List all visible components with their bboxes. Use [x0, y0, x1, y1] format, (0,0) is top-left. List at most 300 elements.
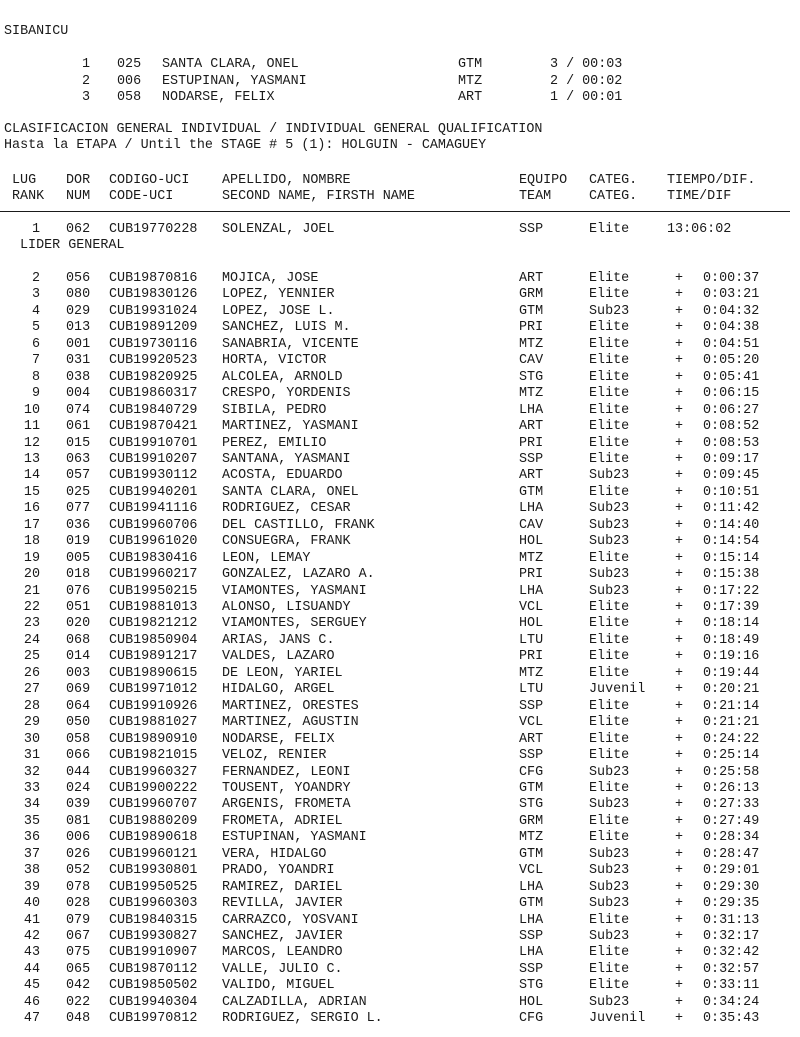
cell-plus: +	[675, 665, 684, 681]
cell-cat: Elite	[589, 320, 630, 336]
cell-cat: Sub23	[589, 468, 630, 484]
sprint-pos: 2	[81, 73, 90, 89]
cell-cat: Elite	[589, 369, 630, 385]
cell-team: STG	[519, 797, 544, 813]
cell-time: 0:18:49	[703, 632, 760, 648]
cell-plus: +	[675, 780, 684, 796]
cell-cat: Elite	[589, 616, 630, 632]
cell-cat: Elite	[589, 715, 630, 731]
leader-label: LIDER GENERAL	[20, 238, 125, 253]
cell-time: 0:15:38	[703, 567, 760, 583]
cell-code: CUB19730116	[109, 336, 198, 352]
cell-team: GTM	[519, 846, 544, 862]
cell-rank: 17	[23, 517, 40, 533]
sprint-points: 3 / 00:03	[550, 57, 623, 72]
cell-team: LHA	[519, 912, 544, 928]
cell-time: 0:27:33	[703, 797, 760, 813]
cell-cat: Juvenil	[589, 1011, 646, 1027]
cell-name: SANTA CLARA, ONEL	[222, 484, 359, 500]
cell-rank: 36	[23, 830, 40, 846]
cell-cat: Elite	[589, 912, 630, 928]
cell-cat: Sub23	[589, 501, 630, 517]
cell-time: 0:21:14	[703, 698, 760, 714]
cell-team: LTU	[519, 632, 544, 648]
cell-code: CUB19941116	[109, 501, 198, 517]
cell-time: 0:24:22	[703, 731, 760, 747]
cell-code: CUB19821015	[109, 748, 198, 764]
cell-rank: 26	[23, 665, 40, 681]
cell-name: ALONSO, LISUANDY	[222, 600, 351, 615]
cell-rank: 23	[23, 616, 40, 632]
cell-code: CUB19900222	[109, 780, 198, 796]
sprint-team: ART	[458, 90, 483, 105]
cell-rank: 33	[23, 780, 40, 796]
cell-cat: Elite	[589, 748, 630, 764]
cell-cat: Elite	[589, 830, 630, 846]
cell-plus: +	[675, 748, 684, 764]
header-time-dif: TIME/DIF	[667, 189, 732, 204]
cell-cat: Elite	[589, 945, 630, 961]
cell-team: LHA	[519, 879, 544, 895]
cell-team: MTZ	[519, 336, 544, 352]
cell-name: CRESPO, YORDENIS	[222, 386, 351, 402]
cell-cat: Sub23	[589, 517, 630, 533]
cell-rank: 4	[31, 303, 40, 319]
cell-name: PEREZ, EMILIO	[222, 435, 327, 451]
cell-plus: +	[675, 320, 684, 336]
cell-rank: 30	[23, 731, 40, 747]
cell-time: 0:06:15	[703, 386, 760, 402]
cell-code: CUB19891217	[109, 649, 198, 665]
sprint-points: 2 / 00:02	[550, 73, 623, 89]
header-dor: DOR	[66, 173, 91, 188]
cell-num: 064	[66, 698, 91, 714]
cell-plus: +	[675, 978, 684, 994]
cell-cat: Elite	[589, 402, 630, 418]
cell-plus: +	[675, 846, 684, 862]
header-row-1	[0, 173, 756, 190]
cell-time: 0:17:39	[703, 600, 760, 615]
cell-code: CUB19860317	[109, 386, 198, 402]
cell-team: VCL	[519, 600, 544, 615]
cell-team: GTM	[519, 303, 544, 319]
header-time: TIEMPO/DIF.	[667, 173, 756, 188]
cell-team: ART	[519, 271, 544, 286]
cell-name: FERNANDEZ, LEONI	[222, 764, 351, 780]
cell-team: CAV	[519, 517, 544, 533]
cell-num: 006	[66, 830, 91, 846]
cell-cat: Sub23	[589, 303, 630, 319]
cell-name: HIDALGO, ARGEL	[222, 682, 335, 698]
cell-plus: +	[675, 353, 684, 369]
cell-num: 042	[66, 978, 91, 994]
cell-code: CUB19821212	[109, 616, 198, 632]
cell-name: PRADO, YOANDRI	[222, 863, 335, 879]
cell-plus: +	[675, 682, 684, 698]
cell-plus: +	[675, 468, 684, 484]
cell-name: MARCOS, LEANDRO	[222, 945, 343, 961]
cell-plus: +	[675, 501, 684, 517]
cell-time: 0:14:54	[703, 534, 760, 550]
cell-time: 0:05:41	[703, 369, 760, 385]
header-name: APELLIDO, NOMBRE	[222, 173, 351, 188]
leader-team: SSP	[519, 222, 544, 237]
cell-name: LEON, LEMAY	[222, 550, 311, 566]
cell-cat: Elite	[589, 600, 630, 615]
cell-code: CUB19870421	[109, 419, 198, 435]
cell-rank: 38	[23, 863, 40, 879]
cell-rank: 22	[23, 600, 40, 615]
cell-name: ALCOLEA, ARNOLD	[222, 369, 343, 385]
cell-time: 0:33:11	[703, 978, 760, 994]
cell-time: 0:25:58	[703, 764, 760, 780]
cell-cat: Elite	[589, 649, 630, 665]
cell-name: VALLE, JULIO C.	[222, 961, 343, 977]
cell-plus: +	[675, 813, 684, 829]
cell-time: 0:19:44	[703, 665, 760, 681]
cell-name: MOJICA, JOSE	[222, 271, 319, 286]
cell-rank: 29	[23, 715, 40, 731]
cell-time: 0:04:38	[703, 320, 760, 336]
cell-team: STG	[519, 978, 544, 994]
cell-num: 028	[66, 896, 91, 912]
cell-rank: 47	[23, 1011, 40, 1027]
cell-num: 038	[66, 369, 91, 385]
cell-rank: 12	[23, 435, 40, 451]
cell-cat: Elite	[589, 353, 630, 369]
cell-rank: 18	[23, 534, 40, 550]
cell-num: 068	[66, 632, 91, 648]
leader-num: 062	[66, 222, 91, 237]
cell-cat: Elite	[589, 698, 630, 714]
cell-cat: Elite	[589, 484, 630, 500]
cell-time: 0:15:14	[703, 550, 760, 566]
cell-name: SANCHEZ, JAVIER	[222, 929, 343, 944]
cell-cat: Elite	[589, 435, 630, 451]
cell-plus: +	[675, 994, 684, 1010]
cell-cat: Sub23	[589, 567, 630, 583]
cell-rank: 16	[23, 501, 40, 517]
cell-name: CONSUEGRA, FRANK	[222, 534, 351, 550]
cell-rank: 25	[23, 649, 40, 665]
header-categ-en: CATEG.	[589, 189, 638, 204]
cell-team: PRI	[519, 435, 544, 451]
cell-plus: +	[675, 879, 684, 895]
cell-name: GONZALEZ, LAZARO A.	[222, 567, 375, 583]
cell-name: RODRIGUEZ, SERGIO L.	[222, 1011, 383, 1027]
cell-num: 051	[66, 600, 91, 615]
cell-plus: +	[675, 632, 684, 648]
cell-cat: Elite	[589, 386, 630, 402]
cell-code: CUB19890618	[109, 830, 198, 846]
sprint-team: GTM	[458, 57, 483, 72]
cell-rank: 7	[31, 353, 40, 369]
cell-num: 039	[66, 797, 91, 813]
cell-code: CUB19870112	[109, 961, 198, 977]
cell-team: LTU	[519, 682, 544, 698]
cell-code: CUB19940304	[109, 994, 198, 1010]
cell-cat: Elite	[589, 961, 630, 977]
header-code-uci: CODE-UCI	[109, 189, 174, 204]
cell-plus: +	[675, 534, 684, 550]
cell-num: 024	[66, 780, 91, 796]
header-divider	[0, 211, 790, 212]
cell-cat: Sub23	[589, 846, 630, 862]
cell-num: 078	[66, 879, 91, 895]
sprint-name: SANTA CLARA, ONEL	[162, 57, 299, 72]
cell-team: GTM	[519, 484, 544, 500]
header-second-name: SECOND NAME, FIRSTH NAME	[222, 189, 415, 204]
cell-team: CFG	[519, 1011, 544, 1027]
cell-team: SSP	[519, 451, 544, 467]
cell-code: CUB19891209	[109, 320, 198, 336]
cell-name: ARGENIS, FROMETA	[222, 797, 351, 813]
cell-plus: +	[675, 698, 684, 714]
cell-team: MTZ	[519, 665, 544, 681]
stage-title: SIBANICU	[4, 24, 69, 39]
cell-name: LOPEZ, JOSE L.	[222, 303, 335, 319]
cell-plus: +	[675, 731, 684, 747]
cell-code: CUB19930801	[109, 863, 198, 879]
cell-name: VALIDO, MIGUEL	[222, 978, 335, 994]
cell-time: 0:18:14	[703, 616, 760, 632]
cell-plus: +	[675, 303, 684, 319]
cell-time: 0:08:52	[703, 419, 760, 435]
cell-team: PRI	[519, 320, 544, 336]
cell-team: SSP	[519, 929, 544, 944]
cell-name: VIAMONTES, YASMANI	[222, 583, 367, 599]
cell-time: 0:10:51	[703, 484, 760, 500]
header-row-2	[0, 189, 732, 206]
cell-time: 0:21:21	[703, 715, 760, 731]
cell-code: CUB19820925	[109, 369, 198, 385]
cell-team: HOL	[519, 994, 544, 1010]
cell-plus: +	[675, 896, 684, 912]
cell-cat: Sub23	[589, 929, 630, 944]
cell-plus: +	[675, 1011, 684, 1027]
cell-code: CUB19850502	[109, 978, 198, 994]
cell-time: 0:04:51	[703, 336, 760, 352]
cell-team: VCL	[519, 715, 544, 731]
cell-team: LHA	[519, 501, 544, 517]
cell-num: 003	[66, 665, 91, 681]
cell-rank: 2	[31, 271, 40, 286]
cell-code: CUB19840315	[109, 912, 198, 928]
cell-name: LOPEZ, YENNIER	[222, 287, 335, 303]
cell-name: ARIAS, JANS C.	[222, 632, 335, 648]
cell-time: 0:20:21	[703, 682, 760, 698]
cell-cat: Elite	[589, 780, 630, 796]
cell-cat: Sub23	[589, 896, 630, 912]
cell-code: CUB19940201	[109, 484, 198, 500]
cell-plus: +	[675, 797, 684, 813]
header-cat: CATEG.	[589, 173, 638, 188]
cell-time: 0:35:43	[703, 1011, 760, 1027]
cell-cat: Elite	[589, 550, 630, 566]
cell-time: 0:29:30	[703, 879, 760, 895]
cell-rank: 43	[23, 945, 40, 961]
cell-code: CUB19890910	[109, 731, 198, 747]
sprint-points: 1 / 00:01	[550, 90, 623, 105]
cell-rank: 14	[23, 468, 40, 484]
cell-cat: Sub23	[589, 764, 630, 780]
cell-team: CAV	[519, 353, 544, 369]
sprint-pos: 3	[81, 90, 90, 105]
cell-team: HOL	[519, 534, 544, 550]
cell-code: CUB19870816	[109, 271, 198, 286]
cell-num: 058	[66, 731, 91, 747]
cell-rank: 45	[23, 978, 40, 994]
cell-num: 015	[66, 435, 91, 451]
cell-num: 079	[66, 912, 91, 928]
cell-num: 057	[66, 468, 91, 484]
cell-rank: 46	[23, 994, 40, 1010]
cell-cat: Sub23	[589, 534, 630, 550]
cell-team: SSP	[519, 698, 544, 714]
cell-name: REVILLA, JAVIER	[222, 896, 343, 912]
cell-code: CUB19830126	[109, 287, 198, 303]
cell-time: 0:04:32	[703, 303, 760, 319]
cell-time: 0:26:13	[703, 780, 760, 796]
cell-name: CARRAZCO, YOSVANI	[222, 912, 359, 928]
header-num: NUM	[66, 189, 91, 204]
cell-time: 0:17:22	[703, 583, 760, 599]
cell-plus: +	[675, 583, 684, 599]
cell-name: VIAMONTES, SERGUEY	[222, 616, 367, 632]
cell-team: STG	[519, 369, 544, 385]
cell-time: 0:05:20	[703, 353, 760, 369]
cell-code: CUB19880209	[109, 813, 198, 829]
cell-code: CUB19950525	[109, 879, 198, 895]
cell-time: 0:19:16	[703, 649, 760, 665]
cell-time: 0:09:45	[703, 468, 760, 484]
cell-cat: Sub23	[589, 583, 630, 599]
cell-code: CUB19970812	[109, 1011, 198, 1027]
cell-name: HORTA, VICTOR	[222, 353, 327, 369]
cell-cat: Sub23	[589, 797, 630, 813]
cell-num: 022	[66, 994, 91, 1010]
cell-code: CUB19881027	[109, 715, 198, 731]
cell-cat: Elite	[589, 451, 630, 467]
cell-code: CUB19830416	[109, 550, 198, 566]
cell-rank: 32	[23, 764, 40, 780]
cell-team: MTZ	[519, 386, 544, 402]
sprint-num: 058	[117, 90, 142, 105]
cell-team: GRM	[519, 813, 544, 829]
cell-code: CUB19971012	[109, 682, 198, 698]
cell-num: 077	[66, 501, 91, 517]
cell-rank: 10	[23, 402, 40, 418]
cell-team: HOL	[519, 616, 544, 632]
cell-time: 0:29:35	[703, 896, 760, 912]
cell-team: MTZ	[519, 550, 544, 566]
cell-num: 013	[66, 320, 91, 336]
cell-cat: Elite	[589, 336, 630, 352]
cell-num: 019	[66, 534, 91, 550]
cell-name: MARTINEZ, YASMANI	[222, 419, 359, 435]
sprint-num: 025	[117, 57, 142, 72]
leader-cat: Elite	[589, 222, 630, 237]
stage-line: Hasta la ETAPA / Until the STAGE # 5 (1): HOLGUIN - CAMAGUEY	[4, 138, 487, 153]
cell-rank: 42	[23, 929, 40, 944]
cell-time: 0:31:13	[703, 912, 760, 928]
sprint-pos: 1	[81, 57, 90, 72]
cell-code: CUB19890615	[109, 665, 198, 681]
cell-plus: +	[675, 764, 684, 780]
cell-code: CUB19961020	[109, 534, 198, 550]
cell-rank: 15	[23, 484, 40, 500]
cell-code: CUB19931024	[109, 303, 198, 319]
cell-rank: 3	[31, 287, 40, 303]
cell-cat: Sub23	[589, 994, 630, 1010]
cell-num: 052	[66, 863, 91, 879]
cell-num: 025	[66, 484, 91, 500]
cell-time: 0:09:17	[703, 451, 760, 467]
cell-num: 074	[66, 402, 91, 418]
cell-rank: 35	[23, 813, 40, 829]
cell-rank: 24	[23, 632, 40, 648]
cell-team: ART	[519, 419, 544, 435]
cell-cat: Elite	[589, 287, 630, 303]
header-team-en: TEAM	[519, 189, 552, 204]
cell-num: 069	[66, 682, 91, 698]
cell-num: 020	[66, 616, 91, 632]
cell-rank: 21	[23, 583, 40, 599]
cell-num: 018	[66, 567, 91, 583]
cell-num: 081	[66, 813, 91, 829]
cell-plus: +	[675, 271, 684, 286]
cell-time: 0:34:24	[703, 994, 760, 1010]
cell-cat: Elite	[589, 271, 630, 286]
cell-num: 044	[66, 764, 91, 780]
cell-code: CUB19960706	[109, 517, 198, 533]
cell-time: 0:27:49	[703, 813, 760, 829]
cell-plus: +	[675, 945, 684, 961]
cell-time: 0:14:40	[703, 517, 760, 533]
cell-plus: +	[675, 386, 684, 402]
cell-plus: +	[675, 600, 684, 615]
cell-time: 0:11:42	[703, 501, 760, 517]
cell-name: FROMETA, ADRIEL	[222, 813, 343, 829]
cell-team: MTZ	[519, 830, 544, 846]
cell-plus: +	[675, 369, 684, 385]
cell-rank: 40	[23, 896, 40, 912]
cell-cat: Elite	[589, 419, 630, 435]
sprint-team: MTZ	[458, 73, 483, 89]
cell-name: VELOZ, RENIER	[222, 748, 327, 764]
cell-rank: 6	[31, 336, 40, 352]
cell-name: SANCHEZ, LUIS M.	[222, 320, 351, 336]
sprint-name: NODARSE, FELIX	[162, 90, 275, 105]
cell-code: CUB19920523	[109, 353, 198, 369]
cell-plus: +	[675, 517, 684, 533]
cell-num: 063	[66, 451, 91, 467]
cell-cat: Sub23	[589, 863, 630, 879]
cell-time: 0:28:47	[703, 846, 760, 862]
cell-rank: 11	[23, 419, 40, 435]
cell-plus: +	[675, 863, 684, 879]
cell-code: CUB19910207	[109, 451, 198, 467]
cell-rank: 8	[31, 369, 40, 385]
cell-plus: +	[675, 715, 684, 731]
cell-time: 0:32:17	[703, 929, 760, 944]
cell-plus: +	[675, 435, 684, 451]
classification-title: CLASIFICACION GENERAL INDIVIDUAL / INDIVIDUAL GENERAL QUALIFICATION	[4, 122, 543, 137]
cell-plus: +	[675, 961, 684, 977]
cell-time: 0:06:27	[703, 402, 760, 418]
cell-name: SANABRIA, VICENTE	[222, 336, 359, 352]
header-lug: LUG	[12, 173, 37, 188]
